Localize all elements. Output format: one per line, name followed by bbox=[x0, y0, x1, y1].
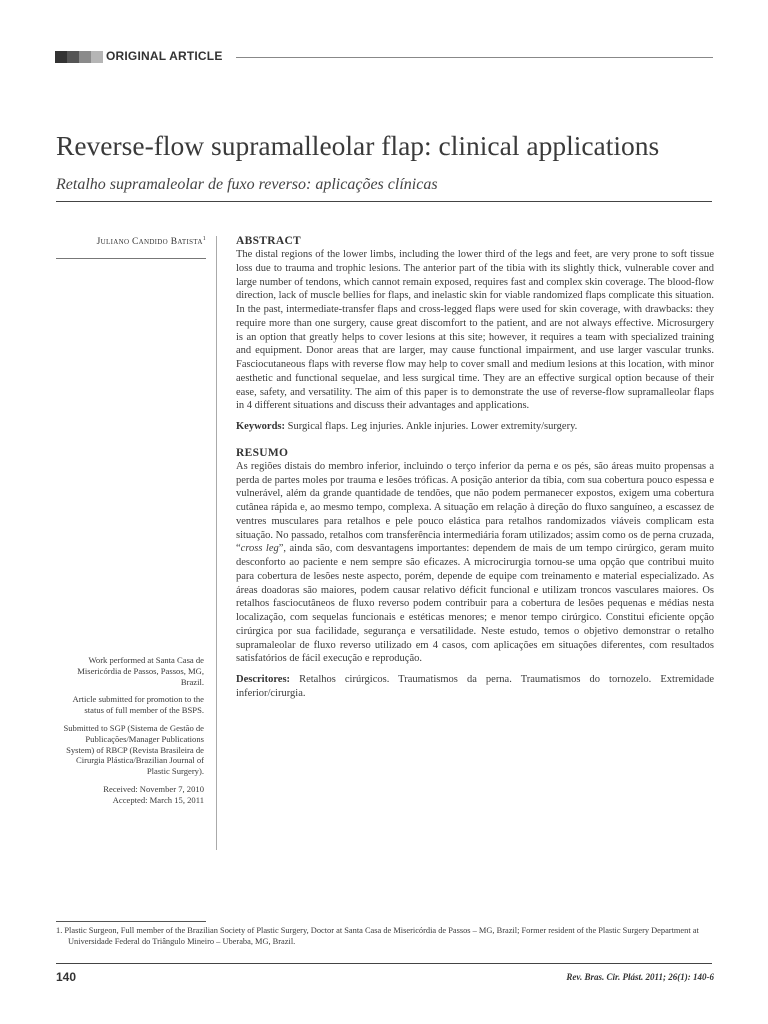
author-name-text: Juliano Candido Batista bbox=[96, 237, 203, 248]
author-footnote-marker: 1 bbox=[202, 236, 206, 242]
author-footnote: 1. Plastic Surgeon, Full member of the Brazilian Society of Plastic Surgery, Doctor at Santa Casa de Misericórdia de Passos – MG, Brazil; Former resident of the Plastic Surgery Department at Universidade Federal do Triângulo Mineiro – Uberaba, MG, Brazil. bbox=[56, 926, 699, 946]
column-divider bbox=[216, 236, 217, 850]
resumo-text-part-2: ”, ainda são, com desvantagens importantes: dependem de mais de um tempo cirúrgico, geram muito desconforto ao paciente e nem sempre são eficazes. A microcirurgia tornou-se uma opção que contribui muito para cobertura de lesões neste aspecto, porém, depende de equipe com treinamento e material especializado. As áreas doadoras são maiores, podem causar relativo déficit funcional e utilizam troncos vasculares maiores. Os retalhos fasciocutâneos de fluxo reverso podem contribuir para a cobertura de lesões pequenas e médias nesta localização, com sequelas funcionais e estéticas menores; e menor tempo cirúrgico. Constitui eficiente opção cirúrgica por sua facilidade, segurança e versatilidade. Neste estudo, temos o objetivo demonstrar o retalho supramaleolar de fluxo reverso utilizado em 4 casos, com aplicações em situações diferentes, com resultados satisfatórios de fácil execução e reprodução. bbox=[236, 543, 714, 665]
article-title: Reverse-flow supramalleolar flap: clinical applications bbox=[56, 130, 660, 161]
descritores-label: Descritores: bbox=[236, 674, 291, 685]
promotion-note: Article submitted for promotion to the status of full member of the BSPS. bbox=[72, 694, 204, 716]
abstract-text: The distal regions of the lower limbs, including the lower third of the legs and feet, are very prone to soft tissue loss due to trauma and trophic lesions. The anterior part of the tibia with its slightly thick, vulnerable cover and large number of tendons, which cannot remain exposed, requires fast and complex skin coverage. The blood-flow direction, lack of muscle bellies for flaps, and inelastic skin for viable randomized flaps complicate this situation. In the past, intermediate-transfer flaps and cross-legged flaps were used for skin coverage, with drawbacks: they require more than one surgery, cause great discomfort to the patient, and are not always effective. Microsurgery is an option that greatly helps to cover lesions at this site; however, it requires a team with specialized training and equipment. Donor areas that are larger, may cause functional impairment, and use larger vascular trunks. Fasciocutaneous flaps with reverse flow may help to cover small and medium lesions at this location, with minor aesthetic and functional sequelae, and less surgical time. They are an effective surgical option because of their ease, safety, and versatility. The aim of this paper is to demonstrate the use of reverse-flow supramalleolar flaps in 4 different situations and discuss their advantages and applications. bbox=[236, 249, 714, 412]
author-divider bbox=[56, 258, 206, 259]
footnote-divider bbox=[56, 921, 206, 922]
author-name bbox=[56, 236, 206, 247]
work-performed-note: Work performed at Santa Casa de Misericórdia de Passos, Passos, MG, Brazil. bbox=[77, 655, 204, 687]
abstract-heading: ABSTRACT bbox=[236, 235, 302, 247]
footer-rule bbox=[56, 963, 712, 964]
keywords bbox=[236, 420, 714, 434]
header-rule bbox=[236, 57, 713, 58]
subtitle-divider bbox=[56, 201, 712, 202]
keywords-label: Keywords: bbox=[236, 421, 285, 432]
resumo-text bbox=[236, 460, 714, 666]
received-date: Received: November 7, 2010 bbox=[103, 783, 204, 794]
resumo-text-part-1: As regiões distais do membro inferior, incluindo o terço inferior da perna e os pés, são áreas muito propensas a perda de partes moles por trauma e lesões tróficas. A posição anterior da tíbia, com sua cobertura pouco espessa e vulnerável, além da grande quantidade de tendões, que não podem permanecer expostos, exigem uma cobertura cutânea rápida e, ao mesmo tempo, complexa. A situação em relação à direção do fluxo sanguíneo, a escassez de ventres musculares para retalhos e pele pouco elástica para retalhos randomizados viáveis complicam esta situação. No passado, retalhos com transferência intermediária foram utilizados; assim como os de perna cruzada, “ bbox=[236, 460, 714, 555]
page-number: 140 bbox=[56, 970, 77, 984]
accepted-date: Accepted: March 15, 2011 bbox=[112, 794, 204, 805]
marker-block-2 bbox=[67, 51, 79, 63]
section-marker-blocks bbox=[55, 51, 103, 63]
section-label: ORIGINAL ARTICLE bbox=[106, 49, 223, 63]
main-column bbox=[236, 234, 714, 701]
descritores bbox=[236, 673, 714, 701]
article-subtitle: Retalho supramaleolar de fuxo reverso: aplicações clínicas bbox=[56, 176, 438, 193]
resumo-heading: RESUMO bbox=[236, 446, 289, 459]
marker-block-4 bbox=[91, 51, 103, 63]
resumo-italic-term: cross leg bbox=[240, 543, 279, 555]
journal-citation: Rev. Bras. Cir. Plást. 2011; 26(1): 140-6 bbox=[566, 972, 714, 982]
marker-block-1 bbox=[55, 51, 67, 63]
marker-block-3 bbox=[79, 51, 91, 63]
submission-note: Submitted to SGP (Sistema de Gestão de Publicações/Manager Publications System) of RBCP (Revista Brasileira de Cirurgia Plástica/Brazilian Journal of Plastic Surgery). bbox=[63, 722, 204, 777]
descritores-text: Retalhos cirúrgicos. Traumatismos da perna. Traumatismos do tornozelo. Extremidade inferior/cirurgia. bbox=[236, 674, 715, 699]
keywords-text: Surgical flaps. Leg injuries. Ankle injuries. Lower extremity/surgery. bbox=[287, 421, 578, 432]
side-notes bbox=[56, 655, 204, 806]
